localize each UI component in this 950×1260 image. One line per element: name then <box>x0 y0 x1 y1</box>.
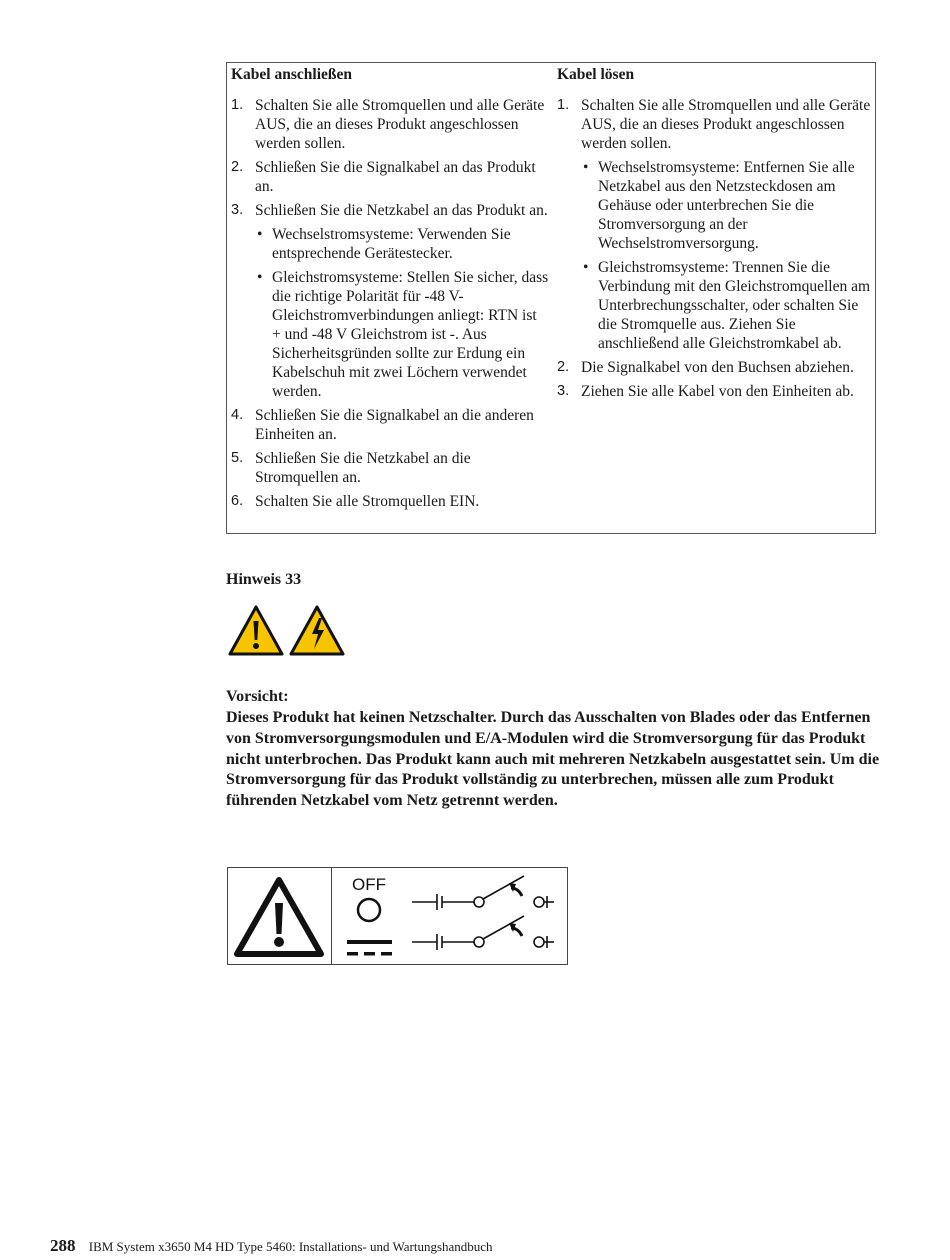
step-text: Schalten Sie alle Stromquellen und alle Geräte AUS, die an dieses Produkt angeschlossen werden sollen. <box>581 97 871 152</box>
disconnect-steps <box>557 96 873 401</box>
step-text: Die Signalkabel von den Buchsen abziehen. <box>581 359 854 376</box>
bullet-dot: • <box>583 259 589 276</box>
step-text: Schließen Sie die Netzkabel an die Stromquellen an. <box>255 450 471 486</box>
page-footer <box>50 1236 493 1256</box>
cable-table <box>226 62 876 534</box>
power-symbols <box>332 868 567 964</box>
dc-symbol-icon <box>347 940 392 956</box>
bullet-item <box>581 158 873 253</box>
page-number: 288 <box>50 1236 76 1255</box>
notice-heading: Hinweis 33 <box>226 571 302 588</box>
electrical-hazard-icon <box>291 607 343 654</box>
step-number: 3. <box>231 202 244 218</box>
step-text: Ziehen Sie alle Kabel von den Einheiten ab. <box>581 383 854 400</box>
step-text: Schalten Sie alle Stromquellen und alle Geräte AUS, die an dieses Produkt angeschlossen werden sollen. <box>255 97 545 152</box>
step-text: Schalten Sie alle Stromquellen EIN. <box>255 493 480 510</box>
bullet-text: Gleichstromsysteme: Trennen Sie die Verbindung mit den Gleichstromquellen am Unterbrechungsschalter, oder schalten Sie die Stromquelle aus. Ziehen Sie anschließend alle Gleichstromkabel ab. <box>598 259 871 352</box>
caution-triangle-icon <box>228 868 331 964</box>
step-number: 6. <box>231 493 244 509</box>
bullet-dot: • <box>257 226 263 243</box>
footer-title: IBM System x3650 M4 HD Type 5460: Installations- und Wartungshandbuch <box>88 1239 493 1254</box>
off-circle-icon <box>358 899 380 921</box>
bullet-dot: • <box>583 159 589 176</box>
bullet-item <box>255 268 549 401</box>
step-item <box>557 96 873 353</box>
step-number: 1. <box>231 97 244 113</box>
step-item <box>557 358 873 377</box>
bullet-list <box>255 225 549 401</box>
step-number: 1. <box>557 97 570 113</box>
step-item <box>231 201 549 401</box>
caution-text: Dieses Produkt hat keinen Netzschalter. Durch das Ausschalten von Blades oder das Entfernen von Stromversorgungsmodulen und E/A-Modulen wird die Stromversorgung für das Produkt nicht unterbrochen. Das Produkt kann auch mit mehreren Netzkabeln ausgestattet sein. Um die Stromversorgung für das Produkt vollständig zu unterbrechen, müssen alle zum Produkt führenden Netzkabel vom Netz getrennt werden. <box>226 709 880 810</box>
bullet-dot: • <box>257 269 263 286</box>
step-number: 5. <box>231 450 244 466</box>
bullet-text: Wechselstromsysteme: Verwenden Sie entsprechende Gerätestecker. <box>272 226 511 262</box>
connect-column <box>231 63 549 516</box>
step-text: Schließen Sie die Signalkabel an die anderen Einheiten an. <box>255 407 534 443</box>
step-item <box>231 96 549 153</box>
disconnect-column <box>557 63 873 406</box>
step-text: Schließen Sie die Signalkabel an das Produkt an. <box>255 159 536 195</box>
step-number: 2. <box>557 359 570 375</box>
step-number: 3. <box>557 383 570 399</box>
connect-steps <box>231 96 549 511</box>
bullet-item <box>255 225 549 263</box>
bullet-item <box>581 258 873 353</box>
step-item <box>231 492 549 511</box>
warning-triangle-icon <box>230 607 282 654</box>
step-item <box>231 158 549 196</box>
step-item <box>557 382 873 401</box>
step-item <box>231 449 549 487</box>
notice-icons <box>228 604 348 658</box>
bullet-text: Wechselstromsysteme: Entfernen Sie alle Netzkabel aus den Netzsteckdosen am Gehäuse oder unterbrechen Sie die Stromversorgung an der Wechselstromversorgung. <box>598 159 855 252</box>
power-off-figure <box>227 867 568 965</box>
step-number: 4. <box>231 407 244 423</box>
disconnect-header: Kabel lösen <box>557 66 635 83</box>
bullet-text: Gleichstromsysteme: Stellen Sie sicher, dass die richtige Polarität für -48 V- Gleichstromverbindungen anliegt: RTN ist + und -48 V Gleichstrom ist -. Aus Sicherheitsgründen sollte zur Erdung ein Kabelschuh mit zwei Löchern verwendet werden. <box>272 269 549 400</box>
caution-label: Vorsicht: <box>226 688 289 705</box>
step-item <box>231 406 549 444</box>
step-number: 2. <box>231 159 244 175</box>
switch-icon <box>412 876 554 950</box>
bullet-list <box>581 158 873 353</box>
connect-header: Kabel anschließen <box>231 66 353 83</box>
off-label: OFF <box>352 875 386 894</box>
step-text: Schließen Sie die Netzkabel an das Produkt an. <box>255 202 548 219</box>
